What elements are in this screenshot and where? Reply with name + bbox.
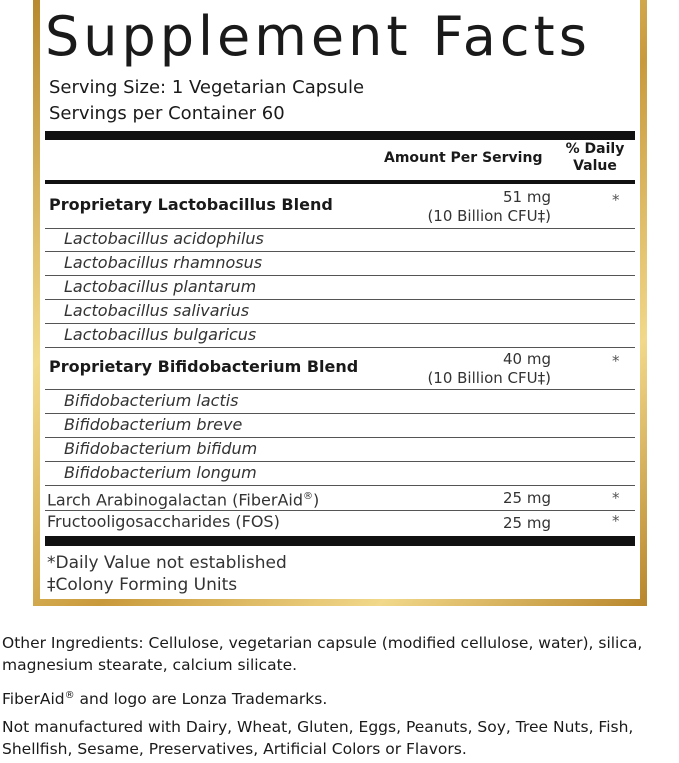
daily-value-footnote: *Daily Value not established xyxy=(47,553,287,573)
trademark-note xyxy=(2,685,678,710)
divider xyxy=(45,413,635,414)
blend1-amount: 51 mg xyxy=(503,188,551,206)
larch-amount: 25 mg xyxy=(503,489,551,507)
daily-value-header-line2: Value xyxy=(573,158,617,174)
divider xyxy=(45,437,635,438)
servings-per-container: Servings per Container 60 xyxy=(49,103,285,124)
divider xyxy=(45,275,635,276)
blend2-item: Bifidobacterium longum xyxy=(64,463,257,482)
blend1-item: Lactobacillus rhamnosus xyxy=(64,253,263,272)
divider xyxy=(45,510,635,511)
blend2-item: Bifidobacterium lactis xyxy=(64,391,239,410)
divider xyxy=(45,323,635,324)
blend1-item: Lactobacillus plantarum xyxy=(64,277,257,296)
blend1-item: Lactobacillus bulgaricus xyxy=(64,325,257,344)
divider xyxy=(45,251,635,252)
panel-title: Supplement Facts xyxy=(45,5,591,68)
trademark-brand: FiberAid xyxy=(2,690,65,709)
registered-mark: ® xyxy=(303,491,313,502)
blend1-item: Lactobacillus acidophilus xyxy=(64,229,264,248)
trademark-rest: and logo are Lonza Trademarks. xyxy=(74,690,328,709)
bottom-thick-divider xyxy=(45,536,635,546)
fos-name: Fructooligosaccharides (FOS) xyxy=(47,512,280,531)
serving-size: Serving Size: 1 Vegetarian Capsule xyxy=(49,77,365,98)
blend2-dv: * xyxy=(612,352,620,370)
blend2-cfu: (10 Billion CFU‡) xyxy=(427,369,551,387)
registered-mark: ® xyxy=(64,690,75,701)
amount-per-serving-header: Amount Per Serving xyxy=(384,150,543,166)
blend1-cfu: (10 Billion CFU‡) xyxy=(427,207,551,225)
blend1-item: Lactobacillus salivarius xyxy=(64,301,250,320)
blend2-item: Bifidobacterium bifidum xyxy=(64,439,258,458)
blend2-name: Proprietary Bifidobacterium Blend xyxy=(49,357,359,376)
divider xyxy=(45,389,635,390)
other-ingredients: Other Ingredients: Cellulose, vegetarian capsule (modified cellulose, water), silica, magnesium stearate, calcium silicate. xyxy=(2,634,643,674)
divider xyxy=(45,461,635,462)
fos-amount: 25 mg xyxy=(503,514,551,532)
top-thick-divider xyxy=(45,131,635,140)
daily-value-header xyxy=(556,141,634,175)
larch-dv: * xyxy=(612,489,620,507)
divider xyxy=(45,347,635,348)
header-divider xyxy=(45,180,635,184)
blend1-dv: * xyxy=(612,191,620,209)
daily-value-header-line1: % Daily xyxy=(565,141,625,157)
cfu-footnote: ‡Colony Forming Units xyxy=(47,575,238,595)
allergen-statement: Not manufactured with Dairy, Wheat, Gluten, Eggs, Peanuts, Soy, Tree Nuts, Fish, Shellfish, Sesame, Preservatives, Artificial Colors or Flavors. xyxy=(2,718,634,758)
larch-name-text: Larch Arabinogalactan (FiberAid xyxy=(47,490,303,510)
larch-close-paren: ) xyxy=(313,490,320,510)
blend2-amount: 40 mg xyxy=(503,350,551,368)
divider xyxy=(45,485,635,486)
larch-name xyxy=(47,487,319,510)
fos-dv: * xyxy=(612,512,620,530)
blend1-name: Proprietary Lactobacillus Blend xyxy=(49,195,333,214)
blend2-item: Bifidobacterium breve xyxy=(64,415,243,434)
divider xyxy=(45,299,635,300)
